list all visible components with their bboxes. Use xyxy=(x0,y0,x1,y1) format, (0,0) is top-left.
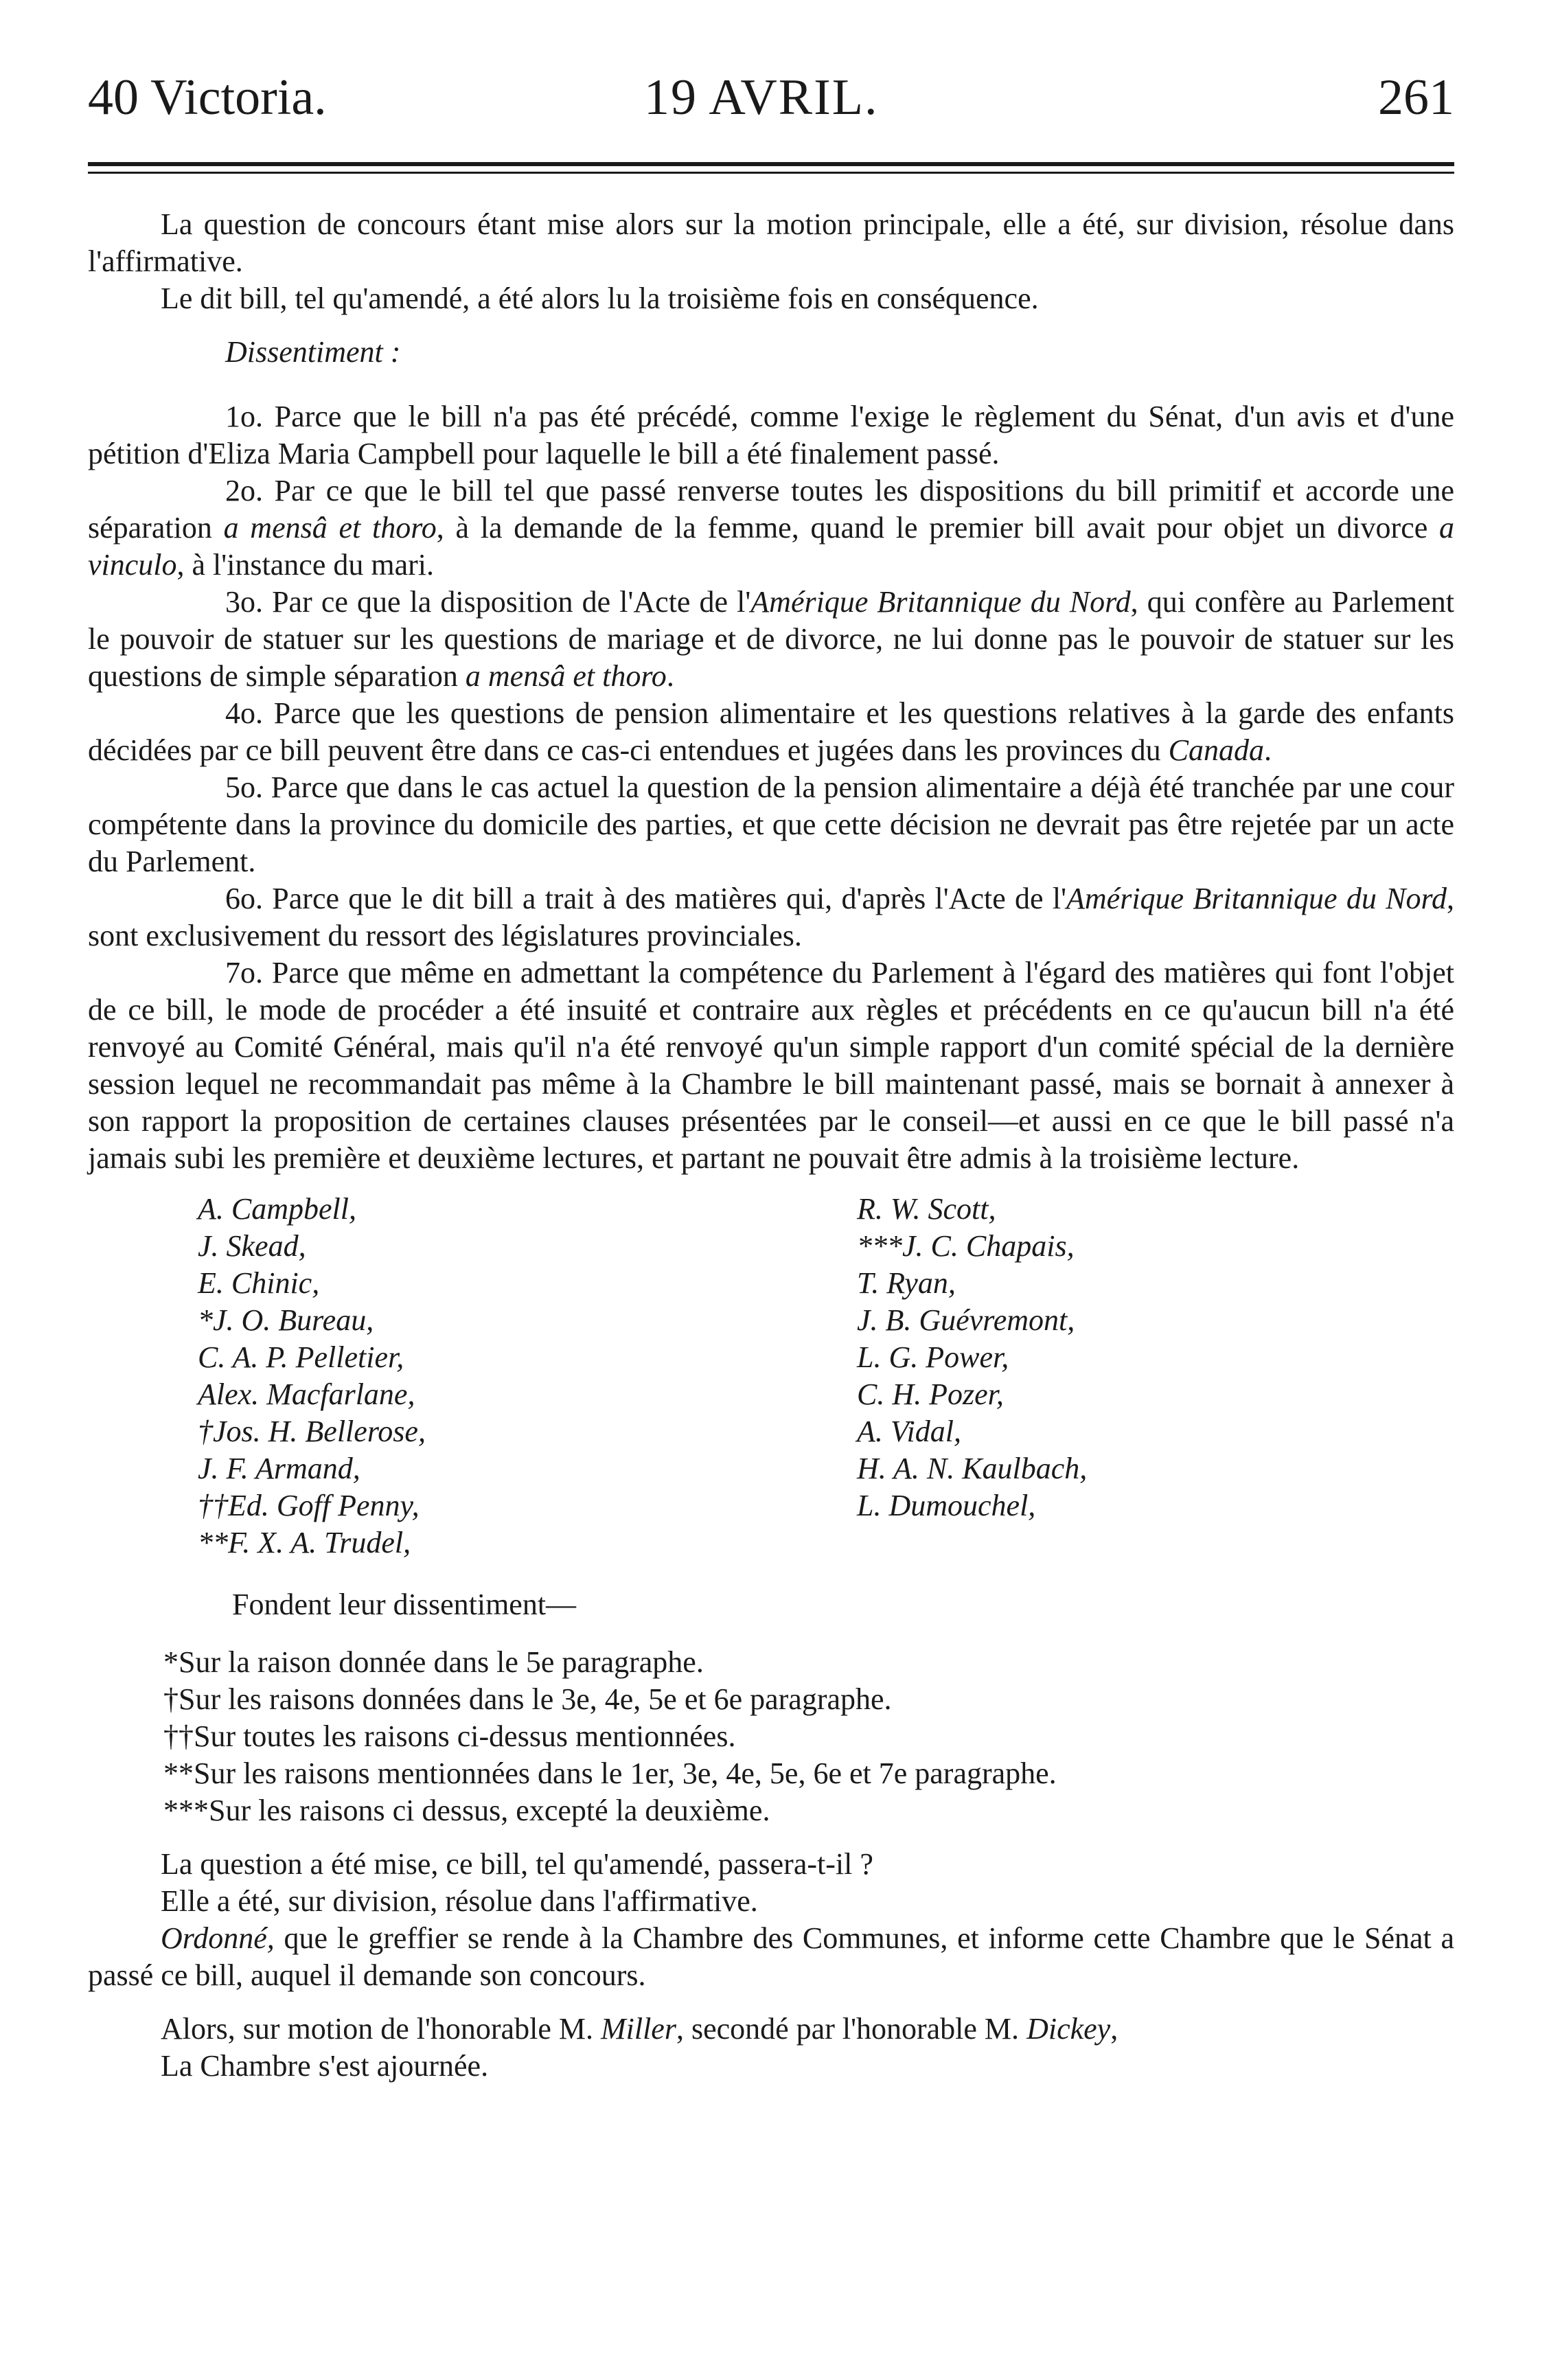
reason-7: 7o. Parce que même en admettant la compétence du Parlement à l'égard des matières qui font l'objet de ce bill, le mode de procéder a été insuité et contraire aux règles et précédents en ce qu'aucun bill n'a été renvoyé au Comité Général, mais qu'il n'a été renvoyé qu'un simple rapport d'un comité spécial de la dernière session lequel ne recommandait pas même à la Chambre le bill maintenant passé, mais se bornait à annexer à son rapport la proposition de certaines clauses présentées par le conseil—et aussi en ce que le bill passé n'a jamais subi les première et deuxième lectures, et partant ne pouvait être admis à la troisième lecture. xyxy=(88,956,1454,1175)
signature: R. W. Scott, xyxy=(857,1192,996,1226)
signature: J. B. Guévremont, xyxy=(857,1303,1075,1337)
page-body xyxy=(88,206,1454,2085)
signature: A. Campbell, xyxy=(198,1192,356,1226)
reason-5: 5o. Parce que dans le cas actuel la question de la pension alimentaire a déjà été tranchée par une cour compétente dans la province du domicile des parties, et que cette décision ne devrait pas être rejetée par un acte du Parlement. xyxy=(88,770,1454,878)
closing-result: Elle a été, sur division, résolue dans l'affirmative. xyxy=(161,1884,758,1918)
signature: †Jos. H. Bellerose, xyxy=(198,1415,426,1448)
signature: L. G. Power, xyxy=(857,1340,1009,1374)
reason-3: 3o. Par ce que la disposition de l'Acte de l'Amérique Britannique du Nord, qui confère au Parlement le pouvoir de statuer sur les questions de mariage et de divorce, ne lui donne pas le pouvoir de statuer sur les questions de simple séparation a mensâ et thoro. xyxy=(88,585,1454,693)
footnote: **Sur les raisons mentionnées dans le 1er, 3e, 4e, 5e, 6e et 7e paragraphe. xyxy=(163,1757,1057,1790)
header-session: 40 Victoria. xyxy=(88,69,327,126)
signature: ***J. C. Chapais, xyxy=(857,1229,1075,1263)
signature: H. A. N. Kaulbach, xyxy=(857,1452,1088,1485)
footnote: *Sur la raison donnée dans le 5e paragraphe. xyxy=(163,1645,704,1679)
closing-adjourned: La Chambre s'est ajournée. xyxy=(161,2049,489,2083)
signature: *J. O. Bureau, xyxy=(198,1303,374,1337)
closing-order: Ordonné, que le greffier se rende à la Chambre des Communes, et informe cette Chambre que le Sénat a passé ce bill, auquel il demande son concours. xyxy=(88,1921,1454,1992)
closing-question: La question a été mise, ce bill, tel qu'amendé, passera-t-il ? xyxy=(161,1847,873,1881)
signature: A. Vidal, xyxy=(857,1415,961,1448)
signature: T. Ryan, xyxy=(857,1266,956,1300)
reason-4: 4o. Parce que les questions de pension alimentaire et les questions relatives à la garde des enfants décidées par ce bill peuvent être dans ce cas-ci entendues et jugées dans les provinces du Canada. xyxy=(88,696,1454,767)
footnote: ††Sur toutes les raisons ci-dessus mentionnées. xyxy=(163,1719,736,1753)
signatures xyxy=(198,1191,1454,1561)
signatures-left xyxy=(198,1191,857,1561)
fondent-line: Fondent leur dissentiment— xyxy=(232,1588,577,1621)
footnote: †Sur les raisons données dans le 3e, 4e, 5e et 6e paragraphe. xyxy=(163,1682,892,1716)
footnote: ***Sur les raisons ci dessus, excepté la deuxième. xyxy=(163,1794,770,1827)
signature: **F. X. A. Trudel, xyxy=(198,1526,411,1559)
header-rule-thick xyxy=(88,162,1454,166)
header-date: 19 AVRIL. xyxy=(644,69,879,126)
reason-2: 2o. Par ce que le bill tel que passé renverse toutes les dispositions du bill primitif et accorde une séparation a mensâ et thoro, à la demande de la femme, quand le premier bill avait pour objet un divorce a vinculo, à l'instance du mari. xyxy=(88,474,1454,582)
signatures-right xyxy=(857,1191,1516,1561)
signature: L. Dumouchel, xyxy=(857,1489,1036,1522)
signature: J. F. Armand, xyxy=(198,1452,360,1485)
signature: Alex. Macfarlane, xyxy=(198,1377,415,1411)
page-number: 261 xyxy=(1378,69,1454,126)
page-header xyxy=(88,63,1454,132)
reason-1: 1o. Parce que le bill n'a pas été précédé, comme l'exige le règlement du Sénat, d'un avis et d'une pétition d'Eliza Maria Campbell pour laquelle le bill a été finalement passé. xyxy=(88,400,1454,470)
reason-6: 6o. Parce que le dit bill a trait à des matières qui, d'après l'Acte de l'Amérique Britannique du Nord, sont exclusivement du ressort des législatures provinciales. xyxy=(88,882,1454,952)
signature: C. H. Pozer, xyxy=(857,1377,1004,1411)
dissentiment-heading: Dissentiment : xyxy=(225,335,401,369)
signature: E. Chinic, xyxy=(198,1266,320,1300)
paragraph-concours: La question de concours étant mise alors sur la motion principale, elle a été, sur division, résolue dans l'affirmative. xyxy=(88,207,1454,278)
signature: J. Skead, xyxy=(198,1229,306,1263)
signature: ††Ed. Goff Penny, xyxy=(198,1489,420,1522)
header-rule-thin xyxy=(88,172,1454,174)
paragraph-third-reading: Le dit bill, tel qu'amendé, a été alors lu la troisième fois en conséquence. xyxy=(161,282,1039,315)
signature: C. A. P. Pelletier, xyxy=(198,1340,404,1374)
closing-motion: Alors, sur motion de l'honorable M. Miller, secondé par l'honorable M. Dickey, xyxy=(161,2012,1118,2046)
